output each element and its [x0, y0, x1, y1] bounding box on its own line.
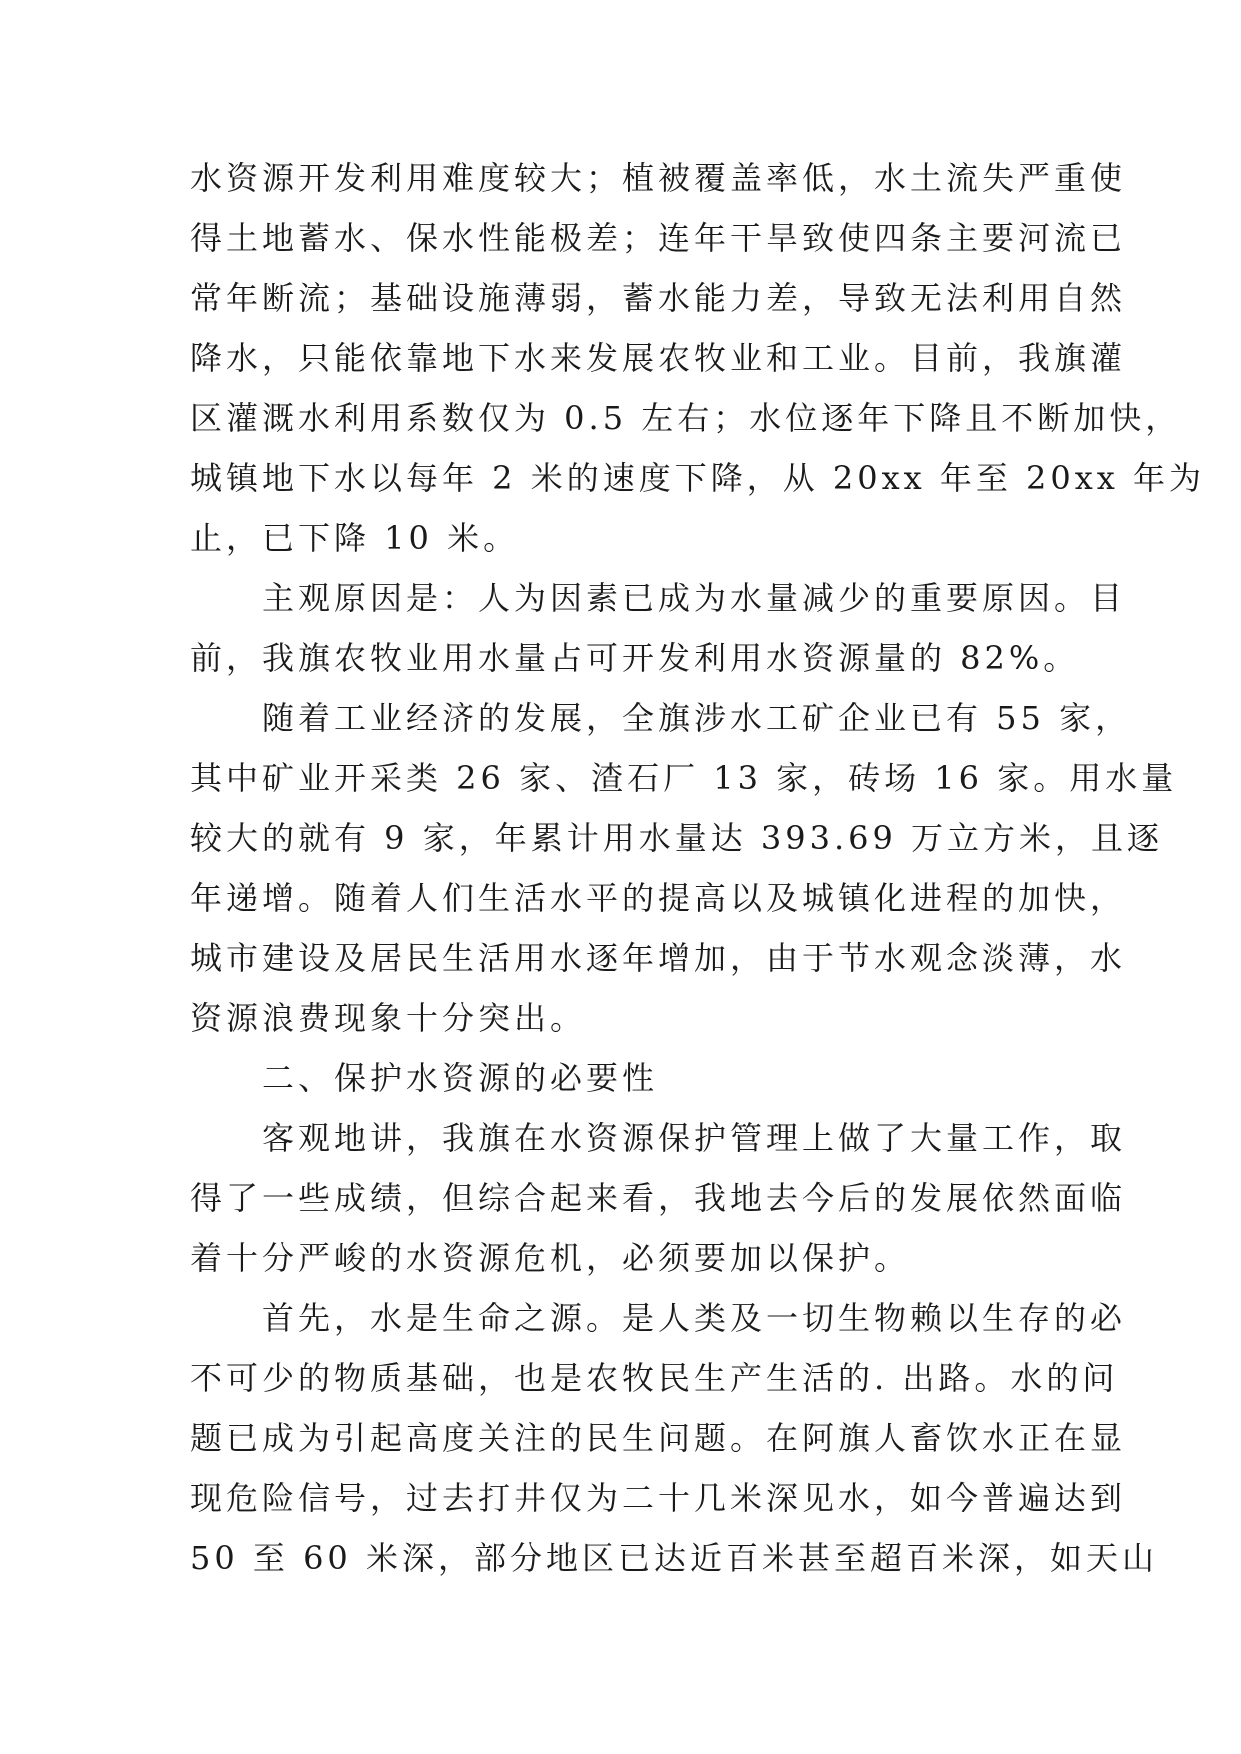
text-line-3: 常年断流；基础设施薄弱，蓄水能力差，导致无法利用自然 — [190, 279, 1127, 317]
text-line-21: 不可少的物质基础，也是农牧民生产生活的. 出路。水的问 — [190, 1359, 1119, 1397]
text-line-9: 前，我旗农牧业用水量占可开发利用水资源量的 82%。 — [190, 639, 1080, 677]
text-line-5: 区灌溉水利用系数仅为 0.5 左右；水位逐年下降且不断加快， — [190, 399, 1182, 437]
text-line-14: 城市建设及居民生活用水逐年增加，由于节水观念淡薄，水 — [190, 939, 1127, 977]
text-line-4: 降水，只能依靠地下水来发展农牧业和工业。目前，我旗灌 — [190, 339, 1127, 377]
text-line-10: 随着工业经济的发展，全旗涉水工矿企业已有 55 家， — [190, 699, 1132, 737]
text-line-11: 其中矿业开采类 26 家、渣石厂 13 家，砖场 16 家。用水量 — [190, 759, 1178, 797]
text-line-12: 较大的就有 9 家，年累计用水量达 393.69 万立方米，且逐 — [190, 819, 1164, 857]
text-line-8: 主观原因是：人为因素已成为水量减少的重要原因。目 — [190, 579, 1127, 617]
text-line-13: 年递增。随着人们生活水平的提高以及城镇化进程的加快， — [190, 879, 1127, 917]
text-line-6: 城镇地下水以每年 2 米的速度下降，从 20xx 年至 20xx 年为 — [190, 459, 1206, 497]
text-line-22: 题已成为引起高度关注的民生问题。在阿旗人畜饮水正在显 — [190, 1419, 1127, 1457]
text-line-17: 客观地讲，我旗在水资源保护管理上做了大量工作，取 — [190, 1119, 1127, 1157]
text-line-19: 着十分严峻的水资源危机，必须要加以保护。 — [190, 1239, 911, 1277]
text-line-7: 止，已下降 10 米。 — [190, 519, 520, 557]
text-line-2: 得土地蓄水、保水性能极差；连年干旱致使四条主要河流已 — [190, 219, 1127, 257]
text-line-18: 得了一些成绩，但综合起来看，我地去今后的发展依然面临 — [190, 1179, 1127, 1217]
body-text — [190, 148, 1206, 1588]
text-line-20: 首先，水是生命之源。是人类及一切生物赖以生存的必 — [190, 1299, 1127, 1337]
text-line-15: 资源浪费现象十分突出。 — [190, 999, 587, 1037]
text-line-24: 50 至 60 米深，部分地区已达近百米甚至超百米深，如天山 — [190, 1539, 1158, 1577]
text-line-23: 现危险信号，过去打井仅为二十几米深见水，如今普遍达到 — [190, 1479, 1127, 1517]
section-heading: 二、保护水资源的必要性 — [190, 1059, 659, 1097]
text-line-1: 水资源开发利用难度较大；植被覆盖率低，水土流失严重使 — [190, 159, 1127, 197]
